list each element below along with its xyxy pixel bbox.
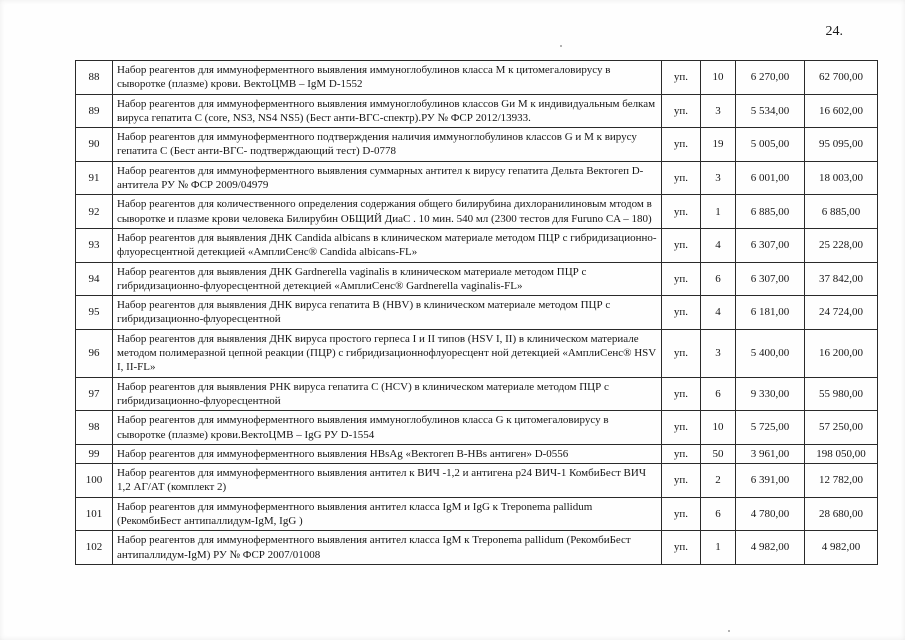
unit-price-cell: 5 400,00 bbox=[736, 329, 805, 377]
total-price-cell: 6 885,00 bbox=[805, 195, 878, 229]
unit-price-cell: 5 005,00 bbox=[736, 128, 805, 162]
row-number-cell: 95 bbox=[76, 296, 113, 330]
table-row bbox=[76, 61, 878, 95]
reagents-table-body bbox=[76, 61, 878, 565]
description-cell: Набор реагентов для иммуноферментного выявления суммарных антител к вирусу гепатита Дельта Вектогеп D-антитела РУ № ФСР 2009/04979 bbox=[113, 161, 662, 195]
unit-cell: уп. bbox=[662, 377, 701, 411]
description-cell: Набор реагентов для иммуноферментного выявления иммуноглобулинов классов Gи М к индивидуальным белкам вируса гепатита С (core, NS3, NS4 NS5) (Бест анти-ВГС-спектр).РУ № ФСР 2012/13933. bbox=[113, 94, 662, 128]
unit-cell: уп. bbox=[662, 262, 701, 296]
total-price-cell: 198 050,00 bbox=[805, 444, 878, 463]
total-price-cell: 57 250,00 bbox=[805, 411, 878, 445]
unit-price-cell: 6 391,00 bbox=[736, 464, 805, 498]
total-price-cell: 37 842,00 bbox=[805, 262, 878, 296]
table-row bbox=[76, 377, 878, 411]
unit-cell: уп. bbox=[662, 411, 701, 445]
total-price-cell: 55 980,00 bbox=[805, 377, 878, 411]
scan-speck bbox=[560, 45, 562, 47]
quantity-cell: 4 bbox=[701, 228, 736, 262]
quantity-cell: 1 bbox=[701, 195, 736, 229]
unit-price-cell: 4 982,00 bbox=[736, 531, 805, 565]
unit-price-cell: 6 885,00 bbox=[736, 195, 805, 229]
total-price-cell: 28 680,00 bbox=[805, 497, 878, 531]
unit-price-cell: 3 961,00 bbox=[736, 444, 805, 463]
row-number-cell: 91 bbox=[76, 161, 113, 195]
total-price-cell: 12 782,00 bbox=[805, 464, 878, 498]
unit-price-cell: 6 001,00 bbox=[736, 161, 805, 195]
total-price-cell: 25 228,00 bbox=[805, 228, 878, 262]
table-row bbox=[76, 531, 878, 565]
unit-price-cell: 6 270,00 bbox=[736, 61, 805, 95]
row-number-cell: 89 bbox=[76, 94, 113, 128]
quantity-cell: 4 bbox=[701, 296, 736, 330]
quantity-cell: 10 bbox=[701, 61, 736, 95]
scan-speck bbox=[728, 630, 730, 632]
reagents-table bbox=[75, 60, 878, 565]
unit-price-cell: 6 307,00 bbox=[736, 228, 805, 262]
total-price-cell: 16 200,00 bbox=[805, 329, 878, 377]
row-number-cell: 101 bbox=[76, 497, 113, 531]
unit-cell: уп. bbox=[662, 161, 701, 195]
unit-price-cell: 6 181,00 bbox=[736, 296, 805, 330]
total-price-cell: 18 003,00 bbox=[805, 161, 878, 195]
description-cell: Набор реагентов для иммуноферментного выявления иммуноглобулинов класса G к цитомегаловирусу в сыворотке (плазме) крови.ВектоЦМВ – IgG РУ D-1554 bbox=[113, 411, 662, 445]
row-number-cell: 97 bbox=[76, 377, 113, 411]
quantity-cell: 50 bbox=[701, 444, 736, 463]
total-price-cell: 16 602,00 bbox=[805, 94, 878, 128]
description-cell: Набор реагентов для иммуноферментного выявления антител класса IgM и IgG к Treponema pallidum (РекомбиБест антипаллидум-IgM, IgG ) bbox=[113, 497, 662, 531]
quantity-cell: 6 bbox=[701, 497, 736, 531]
unit-price-cell: 6 307,00 bbox=[736, 262, 805, 296]
description-cell: Набор реагентов для количественного определения содержания общего билирубина дихлоранилиновым мтодом в сыворотке и плазме крови человека Билирубин ОБЩИЙ ДиаС . 10 мин. 540 мл (2300 тестов для Furuno CA – 180) bbox=[113, 195, 662, 229]
row-number-cell: 88 bbox=[76, 61, 113, 95]
table-row bbox=[76, 161, 878, 195]
row-number-cell: 96 bbox=[76, 329, 113, 377]
row-number-cell: 92 bbox=[76, 195, 113, 229]
unit-cell: уп. bbox=[662, 464, 701, 498]
row-number-cell: 98 bbox=[76, 411, 113, 445]
table-row bbox=[76, 497, 878, 531]
unit-price-cell: 5 534,00 bbox=[736, 94, 805, 128]
table-row bbox=[76, 128, 878, 162]
quantity-cell: 2 bbox=[701, 464, 736, 498]
quantity-cell: 3 bbox=[701, 94, 736, 128]
table-row bbox=[76, 411, 878, 445]
row-number-cell: 100 bbox=[76, 464, 113, 498]
total-price-cell: 62 700,00 bbox=[805, 61, 878, 95]
quantity-cell: 3 bbox=[701, 161, 736, 195]
unit-cell: уп. bbox=[662, 329, 701, 377]
table-row bbox=[76, 296, 878, 330]
description-cell: Набор реагентов для иммуноферментного подтверждения наличия иммуноглобулинов классов G и М к вирусу гепатита С (Бест анти-ВГС- подтверждающий тест) D-0778 bbox=[113, 128, 662, 162]
description-cell: Набор реагентов для выявления ДНК Gardnerella vaginalis в клиническом материале методом ПЦР с гибридизационно-флуоресцентной детекцией «АмплиСенс® Gardnerella vaginalis-FL» bbox=[113, 262, 662, 296]
description-cell: Набор реагентов для иммуноферментного выявления антител к ВИЧ -1,2 и антигена p24 ВИЧ-1 КомбиБест ВИЧ 1,2 АГ/АТ (комплект 2) bbox=[113, 464, 662, 498]
description-cell: Набор реагентов для иммуноферментного выявления иммуноглобулинов класса М к цитомегаловирусу в сыворотке (плазме) крови. ВектоЦМВ – IgM D-1552 bbox=[113, 61, 662, 95]
total-price-cell: 24 724,00 bbox=[805, 296, 878, 330]
unit-cell: уп. bbox=[662, 128, 701, 162]
description-cell: Набор реагентов для иммуноферментного выявления антител класса IgM к Treponema pallidum (РекомбиБест антипаллидум-IgM) РУ № ФСР 2007/01008 bbox=[113, 531, 662, 565]
description-cell: Набор реагентов для иммуноферментного выявления HBsAg «Вектогеп B-HBs антиген» D-0556 bbox=[113, 444, 662, 463]
row-number-cell: 102 bbox=[76, 531, 113, 565]
unit-price-cell: 9 330,00 bbox=[736, 377, 805, 411]
description-cell: Набор реагентов для выявления ДНК Candida albicans в клиническом материале методом ПЦР с гибридизационно-флуоресцентной детекцией «АмплиСенс® Candida albicans-FL» bbox=[113, 228, 662, 262]
quantity-cell: 6 bbox=[701, 262, 736, 296]
page-number: 24. bbox=[825, 24, 843, 39]
total-price-cell: 4 982,00 bbox=[805, 531, 878, 565]
row-number-cell: 94 bbox=[76, 262, 113, 296]
description-cell: Набор реагентов для выявления ДНК вируса гепатита В (HBV) в клиническом материале методом ПЦР с гибридизационно-флуоресцентной bbox=[113, 296, 662, 330]
quantity-cell: 10 bbox=[701, 411, 736, 445]
table-row bbox=[76, 262, 878, 296]
unit-price-cell: 5 725,00 bbox=[736, 411, 805, 445]
unit-cell: уп. bbox=[662, 195, 701, 229]
table-row bbox=[76, 94, 878, 128]
quantity-cell: 19 bbox=[701, 128, 736, 162]
total-price-cell: 95 095,00 bbox=[805, 128, 878, 162]
table-row bbox=[76, 329, 878, 377]
row-number-cell: 90 bbox=[76, 128, 113, 162]
unit-price-cell: 4 780,00 bbox=[736, 497, 805, 531]
unit-cell: уп. bbox=[662, 228, 701, 262]
unit-cell: уп. bbox=[662, 296, 701, 330]
table-row bbox=[76, 444, 878, 463]
description-cell: Набор реагентов для выявления РНК вируса гепатита С (HCV) в клиническом материале методом ПЦР с гибридизационно-флуоресцентной bbox=[113, 377, 662, 411]
table-row bbox=[76, 228, 878, 262]
unit-cell: уп. bbox=[662, 61, 701, 95]
row-number-cell: 93 bbox=[76, 228, 113, 262]
unit-cell: уп. bbox=[662, 444, 701, 463]
description-cell: Набор реагентов для выявления ДНК вируса простого герпеса I и II типов (HSV I, II) в клиническом материале методом полимеразной цепной реакции (ПЦР) с гибридизационнофлуоресцент ной детекцией «АмплиСенс® HSV I, II-FL» bbox=[113, 329, 662, 377]
quantity-cell: 3 bbox=[701, 329, 736, 377]
unit-cell: уп. bbox=[662, 531, 701, 565]
quantity-cell: 1 bbox=[701, 531, 736, 565]
table-row bbox=[76, 464, 878, 498]
table-row bbox=[76, 195, 878, 229]
quantity-cell: 6 bbox=[701, 377, 736, 411]
unit-cell: уп. bbox=[662, 94, 701, 128]
unit-cell: уп. bbox=[662, 497, 701, 531]
row-number-cell: 99 bbox=[76, 444, 113, 463]
